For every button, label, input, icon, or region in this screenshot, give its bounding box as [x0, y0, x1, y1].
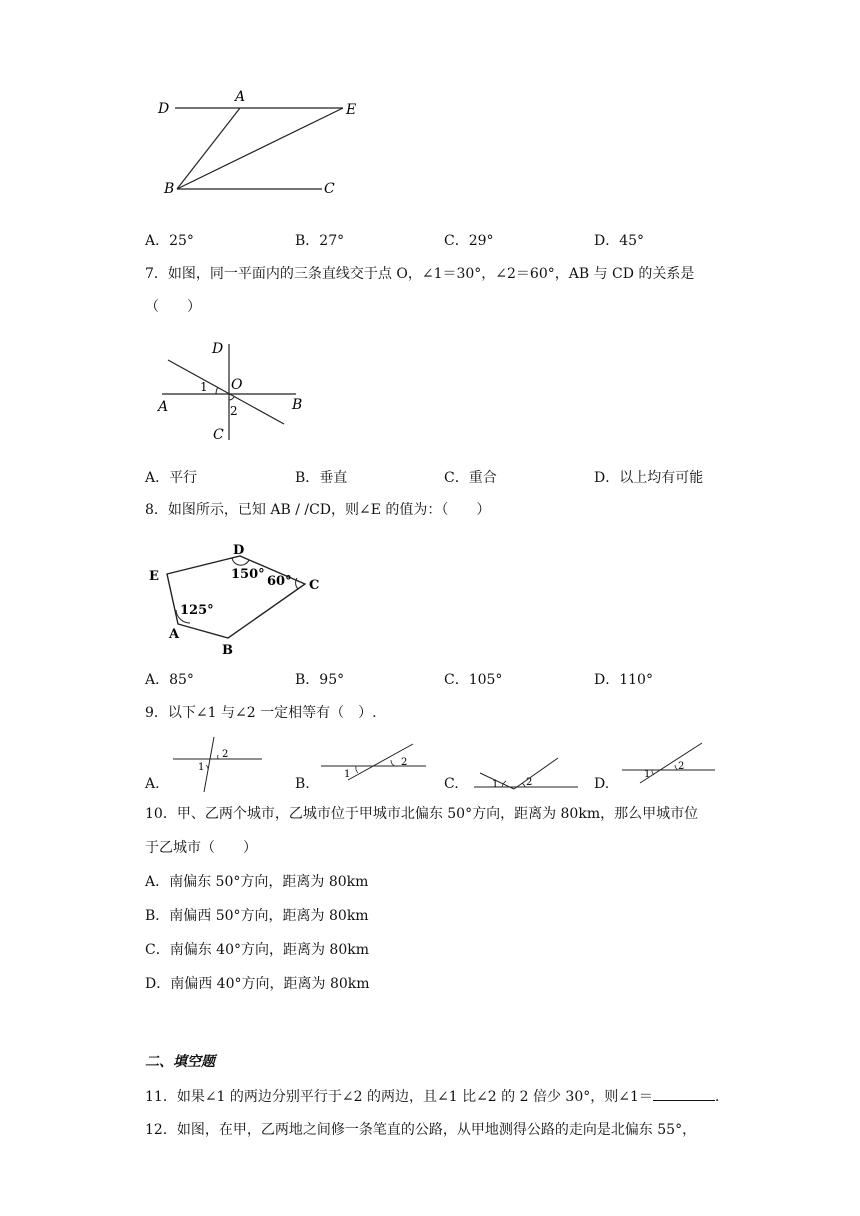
fig8-label-e: E — [149, 569, 159, 584]
q9-question: 9．以下∠1 与∠2 一定相等有（ ）. — [145, 705, 377, 721]
q12-question: 12．如图，在甲，乙两地之间修一条笔直的公路，从甲地测得公路的走向是北偏东 55°， — [145, 1122, 697, 1138]
q6-option-a[interactable]: A．25° — [145, 233, 194, 249]
q11-end: . — [714, 1089, 720, 1105]
q6-options — [145, 230, 745, 250]
fig6-label-e: E — [346, 102, 357, 118]
q8-option-a[interactable]: A．85° — [145, 672, 194, 688]
q7-option-c[interactable]: C．重合 — [444, 470, 497, 486]
fig9c-label-2: 2 — [526, 777, 533, 788]
fig6-label-c: C — [324, 181, 335, 197]
q10-question-line2: 于乙城市（ ） — [145, 840, 257, 856]
q7-figure — [150, 336, 320, 446]
q10-option-c[interactable]: C．南偏东 40°方向，距离为 80km — [145, 942, 369, 958]
fig7-label-d: D — [212, 341, 224, 357]
q10-option-b[interactable]: B．南偏西 50°方向，距离为 80km — [145, 908, 369, 924]
fig9b-label-2: 2 — [401, 757, 408, 768]
fig6-label-d: D — [158, 101, 170, 117]
q8-question: 8．如图所示，已知 AB / /CD，则∠E 的值为：（ ） — [145, 502, 491, 518]
fig7-label-1: 1 — [200, 380, 208, 394]
q6-option-d[interactable]: D．45° — [594, 233, 645, 249]
q9-option-d-label[interactable]: D. — [594, 776, 610, 792]
q7-option-b[interactable]: B．垂直 — [295, 470, 348, 486]
q8-option-c[interactable]: C．105° — [444, 672, 503, 688]
fig9a-label-1: 1 — [198, 762, 205, 773]
q8-option-d[interactable]: D．110° — [594, 672, 653, 688]
q7-option-a[interactable]: A．平行 — [145, 470, 198, 486]
q6-option-c[interactable]: C．29° — [444, 233, 494, 249]
q10-option-a[interactable]: A．南偏东 50°方向，距离为 80km — [145, 874, 369, 890]
fig9b-label-1: 1 — [344, 769, 351, 780]
q8-options — [145, 669, 745, 689]
q6-figure — [150, 85, 370, 200]
q7-option-d[interactable]: D．以上均有可能 — [594, 470, 704, 486]
fig8-angle-150: 150° — [231, 567, 265, 582]
section-title: 二、填空题 — [145, 1054, 215, 1070]
fig7-label-a: A — [158, 399, 169, 415]
q10-question-line1: 10．甲、乙两个城市，乙城市位于甲城市北偏东 50°方向，距离为 80km，那么甲城市位 — [145, 806, 699, 822]
fig9d-label-2: 2 — [678, 761, 685, 772]
q11-text: 11．如果∠1 的两边分别平行于∠2 的两边，且∠1 比∠2 的 2 倍少 30°，则∠1＝ — [145, 1089, 653, 1105]
fig8-label-b: B — [222, 643, 233, 658]
fig8-angle-125: 125° — [180, 603, 214, 618]
q9-option-c-label[interactable]: C. — [444, 776, 459, 792]
fig8-label-c: C — [309, 578, 320, 593]
q9-figure-a — [170, 735, 270, 795]
q9-figure-b — [318, 740, 433, 785]
q7-options — [145, 467, 745, 487]
fig9d-label-1: 1 — [644, 769, 651, 780]
fig8-label-a: A — [169, 627, 180, 642]
fig7-label-o: O — [231, 377, 243, 393]
q7-paren: （ ） — [145, 299, 201, 315]
fig6-label-b: B — [164, 181, 175, 197]
q9-figure-c — [470, 745, 585, 795]
q8-figure — [145, 540, 345, 660]
fig9c-label-1: 1 — [492, 779, 499, 790]
q7-question: 7．如图，同一平面内的三条直线交于点 O，∠1＝30°，∠2＝60°，AB 与 CD 的关系是 — [145, 266, 695, 282]
fig7-label-c: C — [213, 427, 224, 443]
fig8-label-d: D — [233, 543, 245, 558]
q10-option-d[interactable]: D．南偏西 40°方向，距离为 80km — [145, 976, 370, 992]
q11-answer-blank[interactable] — [653, 1086, 715, 1101]
fig7-label-2: 2 — [230, 404, 238, 418]
q11-question — [145, 1086, 719, 1107]
q9-option-a-label[interactable]: A. — [145, 776, 160, 792]
fig9a-label-2: 2 — [222, 749, 229, 760]
q8-option-b[interactable]: B．95° — [295, 672, 345, 688]
fig7-label-b: B — [292, 397, 303, 413]
q6-option-b[interactable]: B．27° — [295, 233, 345, 249]
fig6-label-a: A — [235, 89, 246, 105]
q9-figure-d — [618, 738, 718, 788]
q9-option-b-label[interactable]: B. — [295, 776, 310, 792]
fig8-angle-60: 60° — [267, 574, 292, 589]
